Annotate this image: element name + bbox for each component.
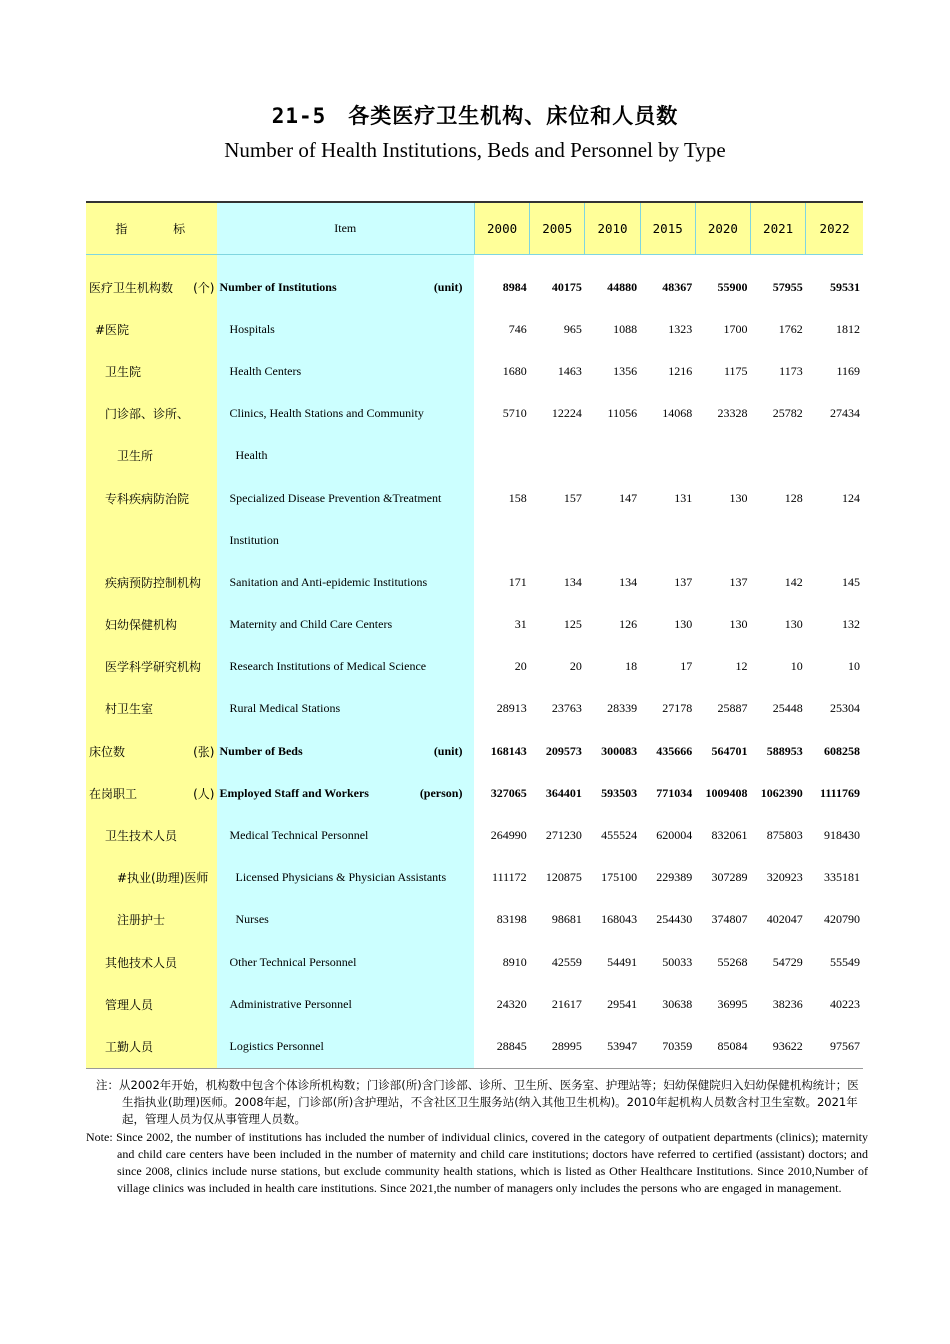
table-row [86, 308, 863, 350]
cell-value: 21617 [551, 996, 582, 1011]
cell-value: 1762 [778, 321, 803, 336]
cell-value: 402047 [766, 912, 803, 927]
row-label-cn: #医院 [86, 308, 217, 350]
row-label-cn: 床位数 (张) [86, 730, 217, 772]
row-label-en: Medical Technical Personnel [217, 814, 475, 856]
cell-value [751, 519, 806, 561]
table-row [86, 772, 863, 814]
row-label-en: Hospitals [217, 308, 475, 350]
cell-value: 125 [563, 617, 582, 632]
row-label-en: Administrative Personnel [217, 983, 475, 1025]
cell-value: 1062390 [760, 785, 803, 800]
cell-value: 130 [674, 617, 693, 632]
cell-value: 209573 [545, 743, 582, 758]
cell-value: 54491 [607, 954, 638, 969]
table-row [86, 519, 863, 561]
cell-value [640, 519, 695, 561]
row-label-cn: 其他技术人员 [86, 941, 217, 983]
cell-value: 59531 [830, 279, 860, 294]
cell-value: 42559 [551, 954, 582, 969]
header-year: 2000 [474, 202, 529, 255]
title-cn-text: 各类医疗卫生机构、床位和人员数 [348, 104, 679, 128]
cell-value: 28913 [496, 701, 527, 716]
cell-value: 53947 [585, 1025, 640, 1068]
cell-value: 593503 [601, 785, 638, 800]
cell-value: 254430 [656, 912, 693, 927]
cell-value [530, 519, 585, 561]
cell-value: 157 [563, 490, 582, 505]
cell-value: 1173 [779, 363, 803, 378]
page-title-cn [0, 100, 950, 130]
cell-value: 1323 [668, 321, 693, 336]
table-row [86, 646, 863, 688]
row-label-cn: 卫生所 [86, 435, 217, 477]
row-label-en: Health Centers [217, 350, 475, 392]
cell-value: 1463 [557, 363, 582, 378]
cell-value: 130 [729, 490, 748, 505]
table-row [86, 561, 863, 603]
row-label-en: Research Institutions of Medical Science [217, 646, 475, 688]
row-label-cn: #执业(助理)医师 [86, 857, 217, 899]
cell-value [585, 435, 640, 477]
row-label-en: Other Technical Personnel [217, 941, 475, 983]
table-row [86, 814, 863, 856]
cell-value: 25448 [772, 701, 803, 716]
row-label-en: Specialized Disease Prevention &Treatment [217, 477, 475, 519]
header-row [86, 202, 863, 255]
row-label-cn: 在岗职工 (人) [86, 772, 217, 814]
cell-value: 25304 [830, 701, 860, 716]
cell-value: 54729 [772, 954, 803, 969]
row-label-en: Logistics Personnel [217, 1025, 475, 1068]
cell-value: 137 [729, 574, 748, 589]
cell-value: 1169 [836, 363, 860, 378]
cell-value: 12224 [551, 406, 582, 421]
row-label-en: Number of Institutions (unit) [217, 266, 475, 308]
cell-value: 98681 [551, 912, 582, 927]
row-label-cn: 卫生院 [86, 350, 217, 392]
cell-value: 175100 [601, 870, 638, 885]
cell-value: 1700 [723, 321, 748, 336]
header-year: 2010 [585, 202, 640, 255]
cell-value: 131 [674, 490, 693, 505]
cell-value: 55268 [717, 954, 748, 969]
cell-value [806, 435, 863, 477]
header-year: 2020 [695, 202, 750, 255]
cell-value [695, 519, 750, 561]
cell-value: 335181 [824, 870, 860, 885]
cell-value: 130 [784, 617, 803, 632]
cell-value: 31 [514, 617, 527, 632]
cell-value: 23763 [551, 701, 582, 716]
cell-value: 28845 [474, 1025, 529, 1068]
cell-value: 70359 [640, 1025, 695, 1068]
row-label-cn: 妇幼保健机构 [86, 604, 217, 646]
cell-value: 327065 [490, 785, 527, 800]
table-row [86, 730, 863, 772]
cell-value: 374807 [711, 912, 748, 927]
header-item-cn: 指 标 [86, 202, 217, 255]
cell-value: 120875 [545, 870, 582, 885]
cell-value: 264990 [490, 828, 527, 843]
row-label-cn: 村卫生室 [86, 688, 217, 730]
cell-value: 147 [619, 490, 638, 505]
cell-value: 588953 [766, 743, 803, 758]
cell-value: 111172 [492, 870, 527, 885]
cell-value: 875803 [766, 828, 803, 843]
cell-value: 57955 [772, 279, 803, 294]
cell-value: 435666 [656, 743, 693, 758]
row-label-en: Number of Beds (unit) [217, 730, 475, 772]
cell-value: 30638 [662, 996, 693, 1011]
cell-value: 307289 [711, 870, 748, 885]
cell-value [806, 519, 863, 561]
table-row [86, 899, 863, 941]
cell-value: 171 [508, 574, 527, 589]
cell-value: 17 [680, 659, 693, 674]
cell-value: 40223 [830, 996, 860, 1011]
cell-value: 14068 [662, 406, 693, 421]
cell-value: 158 [508, 490, 527, 505]
cell-value: 271230 [545, 828, 582, 843]
row-label-cn: 工勤人员 [86, 1025, 217, 1068]
table-row [86, 393, 863, 435]
cell-value: 620004 [656, 828, 693, 843]
row-label-cn: 门诊部、诊所、 [86, 393, 217, 435]
statistics-table [86, 201, 863, 1069]
cell-value: 8910 [502, 954, 527, 969]
cell-value: 746 [508, 321, 527, 336]
cell-value: 1175 [723, 363, 748, 378]
cell-value: 1356 [613, 363, 638, 378]
cell-value: 965 [563, 321, 582, 336]
cell-value: 1216 [668, 363, 693, 378]
cell-value: 132 [842, 617, 860, 632]
header-year: 2021 [751, 202, 806, 255]
row-label-en: Nurses [217, 899, 475, 941]
cell-value: 5710 [502, 406, 527, 421]
cell-value: 36995 [717, 996, 748, 1011]
cell-value: 918430 [824, 828, 860, 843]
row-label-cn: 医疗卫生机构数 (个) [86, 266, 217, 308]
cell-value: 455524 [601, 828, 638, 843]
cell-value [640, 435, 695, 477]
cell-value: 168143 [490, 743, 527, 758]
row-label-en: Sanitation and Anti-epidemic Institutions [217, 561, 475, 603]
cell-value: 142 [784, 574, 803, 589]
cell-value: 124 [842, 490, 860, 505]
row-label-en: Rural Medical Stations [217, 688, 475, 730]
cell-value: 12 [735, 659, 748, 674]
row-label-cn: 管理人员 [86, 983, 217, 1025]
cell-value: 771034 [656, 785, 693, 800]
cell-value: 29541 [607, 996, 638, 1011]
cell-value: 10 [848, 659, 860, 674]
table-row [86, 350, 863, 392]
table-row [86, 983, 863, 1025]
cell-value [751, 435, 806, 477]
cell-value: 320923 [766, 870, 803, 885]
cell-value: 27434 [830, 406, 860, 421]
row-label-en: Institution [217, 519, 475, 561]
header-year: 2022 [806, 202, 863, 255]
table-row [86, 688, 863, 730]
cell-value: 85084 [695, 1025, 750, 1068]
cell-value: 364401 [545, 785, 582, 800]
cell-value: 1088 [613, 321, 638, 336]
row-label-en: Employed Staff and Workers (person) [217, 772, 475, 814]
table-row [86, 604, 863, 646]
cell-value [474, 519, 529, 561]
cell-value: 8984 [502, 279, 527, 294]
cell-value: 145 [842, 574, 860, 589]
cell-value: 55900 [717, 279, 748, 294]
cell-value: 25782 [772, 406, 803, 421]
cell-value: 168043 [601, 912, 638, 927]
footnotes [86, 1077, 868, 1197]
cell-value: 300083 [601, 743, 638, 758]
cell-value: 48367 [662, 279, 693, 294]
row-label-en: Maternity and Child Care Centers [217, 604, 475, 646]
row-label-en: Licensed Physicians & Physician Assistants [217, 857, 475, 899]
table-row [86, 857, 863, 899]
row-label-cn: 注册护士 [86, 899, 217, 941]
table-row [86, 1025, 863, 1068]
cell-value: 93622 [751, 1025, 806, 1068]
cell-value: 134 [563, 574, 582, 589]
cell-value: 25887 [717, 701, 748, 716]
cell-value: 126 [619, 617, 638, 632]
cell-value: 832061 [711, 828, 748, 843]
note-cn: 注：从2002年开始，机构数中包含个体诊所机构数；门诊部(所)含门诊部、诊所、卫生所、医务室、护理站等；妇幼保健院归入妇幼保健机构统计；医生指执业(助理)医师。2008年起，门诊部(所)含护理站，不含社区卫生服务站(纳入其他卫生机构)。2010年起机构人员数含村卫生室数。2021年起，管理人员为仅从事管理人员数。 [96, 1078, 859, 1126]
cell-value: 38236 [772, 996, 803, 1011]
cell-value: 137 [674, 574, 693, 589]
cell-value: 1680 [502, 363, 527, 378]
cell-value: 608258 [824, 743, 860, 758]
row-label-cn: 疾病预防控制机构 [86, 561, 217, 603]
header-year: 2015 [640, 202, 695, 255]
row-label-cn: 卫生技术人员 [86, 814, 217, 856]
row-label-cn: 医学科学研究机构 [86, 646, 217, 688]
cell-value: 18 [625, 659, 638, 674]
cell-value: 24320 [496, 996, 527, 1011]
row-label-en: Health [217, 435, 475, 477]
table-number: 21-5 [271, 104, 327, 128]
cell-value: 28995 [530, 1025, 585, 1068]
cell-value: 130 [729, 617, 748, 632]
cell-value: 83198 [496, 912, 527, 927]
table-row [86, 266, 863, 308]
cell-value: 27178 [662, 701, 693, 716]
cell-value: 1111769 [819, 785, 860, 800]
page-title-en: Number of Health Institutions, Beds and Personnel by Type [224, 138, 726, 162]
cell-value: 564701 [711, 743, 748, 758]
table-row [86, 941, 863, 983]
note-en: Note: Since 2002, the number of institutions has included the number of individual clinics, covered in the category of outpatient departments (clinics); maternity and child care centers have been included in the number of maternity and child care institutions; doctors have referred to certified (assistant) doctors; and since 2008, clinics include nurse stations, but exclude community health stations, which is listed as Other Healthcare Institutions. Since 2010,Number of village clinics was included in health care institutions. Since 2021,the number of managers only includes the persons who are engaged in management. [86, 1130, 868, 1195]
cell-value: 44880 [607, 279, 638, 294]
cell-value: 420790 [824, 912, 860, 927]
cell-value: 134 [619, 574, 638, 589]
table-row [86, 477, 863, 519]
cell-value: 128 [784, 490, 803, 505]
cell-value [530, 435, 585, 477]
cell-value [695, 435, 750, 477]
cell-value: 10 [790, 659, 803, 674]
cell-value: 23328 [717, 406, 748, 421]
cell-value: 20 [569, 659, 582, 674]
header-item-en: Item [217, 202, 475, 255]
cell-value: 20 [514, 659, 527, 674]
cell-value: 229389 [656, 870, 693, 885]
cell-value: 11056 [607, 406, 638, 421]
row-label-cn [86, 519, 217, 561]
table-row [86, 435, 863, 477]
cell-value: 97567 [806, 1025, 863, 1068]
cell-value: 1009408 [705, 785, 748, 800]
cell-value: 28339 [607, 701, 638, 716]
row-label-en: Clinics, Health Stations and Community [217, 393, 475, 435]
cell-value: 50033 [662, 954, 693, 969]
cell-value: 1812 [836, 321, 860, 336]
cell-value [585, 519, 640, 561]
header-year: 2005 [530, 202, 585, 255]
cell-value: 40175 [551, 279, 582, 294]
row-label-cn: 专科疾病防治院 [86, 477, 217, 519]
cell-value: 55549 [830, 954, 860, 969]
cell-value [474, 435, 529, 477]
